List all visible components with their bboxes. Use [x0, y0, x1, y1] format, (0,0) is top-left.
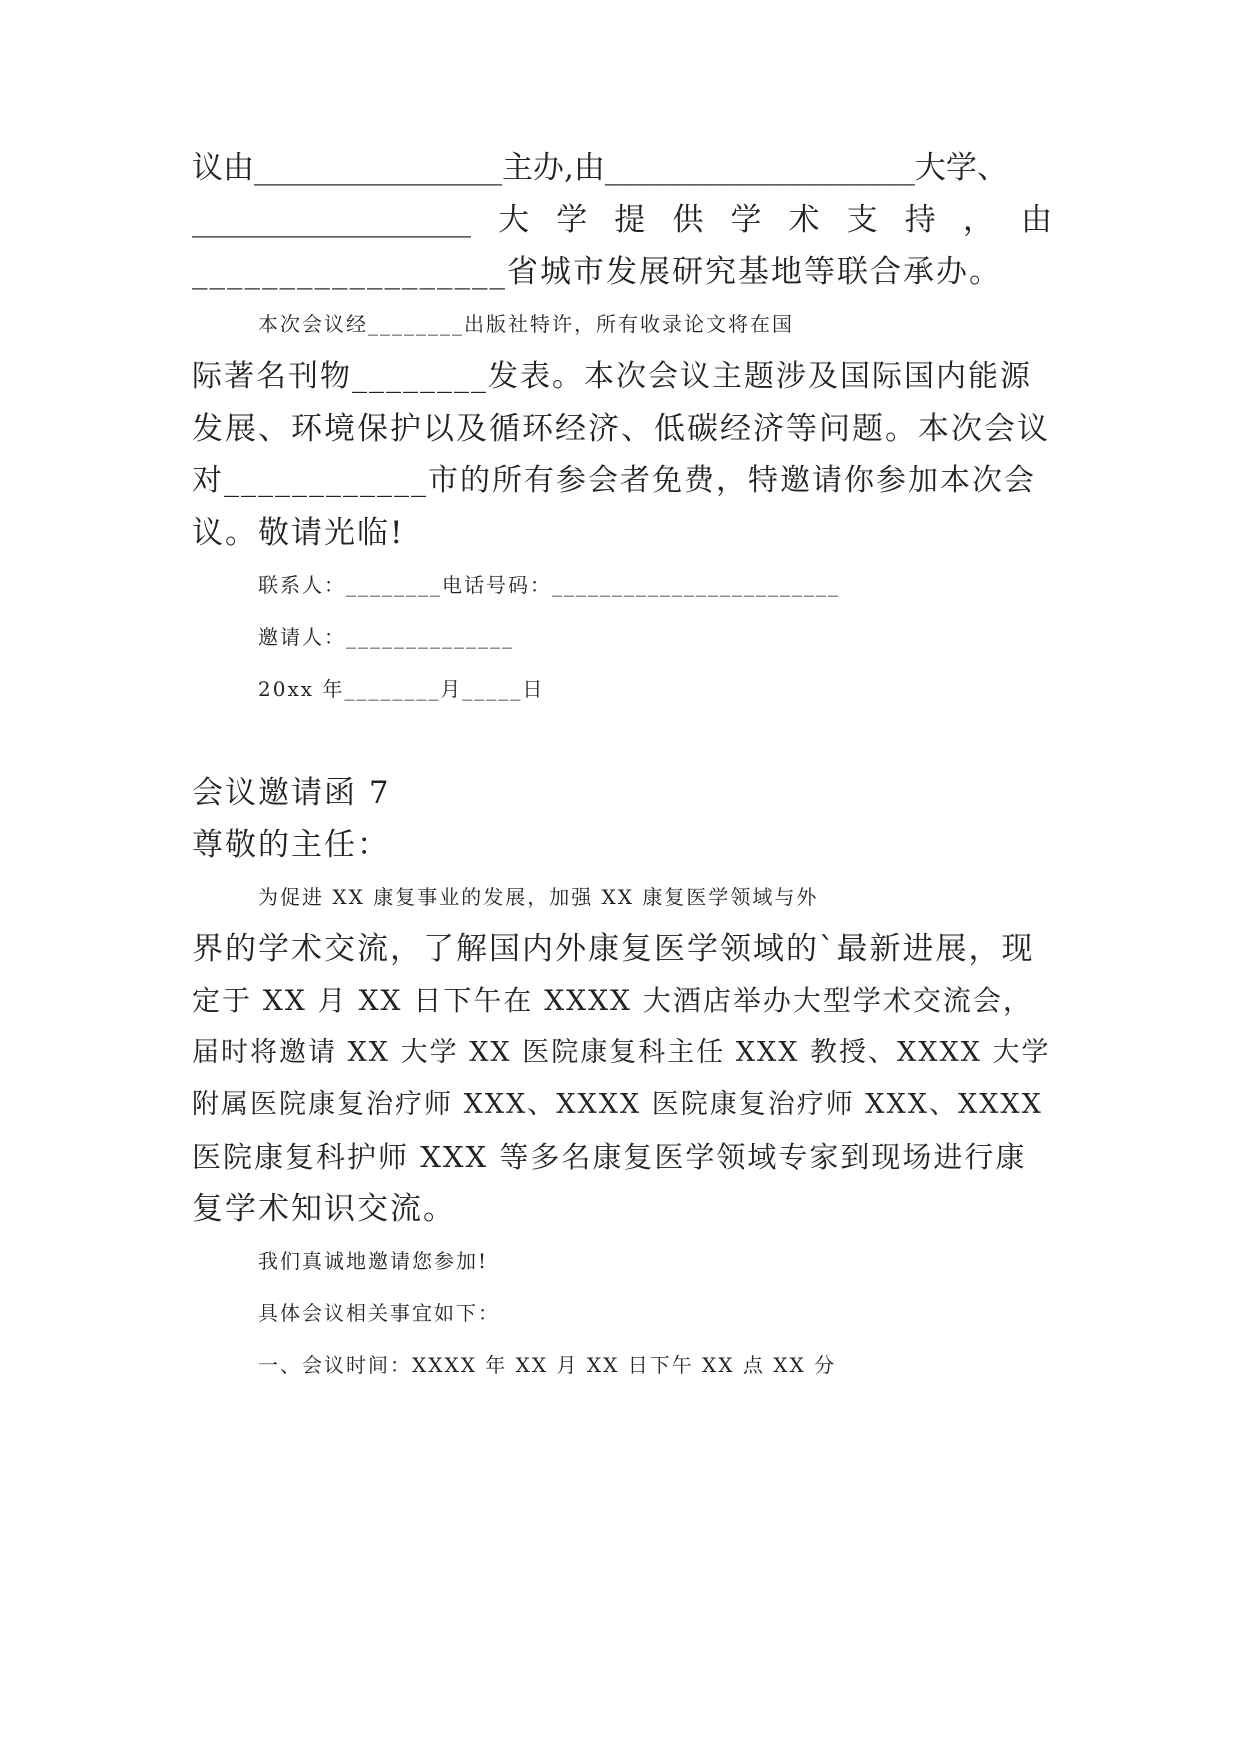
body-line: 为促进 XX 康复事业的发展，加强 XX 康复医学领域与外 [258, 885, 819, 909]
text-span: __________________ [192, 202, 471, 238]
body-line: 际著名刊物________发表。本次会议主题涉及国际国内能源 [192, 359, 1032, 394]
body-line [192, 148, 1052, 188]
section-title: 会议邀请函 7 [192, 775, 391, 811]
text-span: 供 [672, 202, 704, 238]
body-line: 附属医院康复治疗师 XXX、XXXX 医院康复治疗师 XXX、XXXX [192, 1089, 1043, 1120]
body-line: 本次会议经________出版社特许，所有收录论文将在国 [258, 312, 794, 336]
body-line: 复学术知识交流。 [192, 1191, 456, 1227]
text-span: 持 [904, 202, 936, 238]
body-line: 医院康复科护师 XXX 等多名康复医学领域专家到现场进行康 [192, 1140, 1027, 1174]
contact-line: 联系人：________电话号码：________________________ [258, 573, 840, 597]
body-line: __________________省城市发展研究基地等联合承办。 [192, 254, 1002, 290]
body-line: 定于 XX 月 XX 日下午在 XXXX 大酒店举办大型学术交流会， [192, 984, 1033, 1017]
body-line: 界的学术交流，了解国内外康复医学领域的`最新进展，现 [192, 931, 1035, 967]
body-line: 具体会议相关事宜如下： [258, 1301, 500, 1325]
date-line: 20xx 年________月_____日 [258, 677, 545, 701]
inviter-line: 邀请人：______________ [258, 625, 514, 649]
text-span: ， [962, 202, 994, 238]
body-line-justified [192, 200, 1052, 240]
body-line: 对____________市的所有参会者免费，特邀请你参加本次会 [192, 463, 1036, 498]
salutation: 尊敬的主任： [192, 827, 390, 863]
body-line: 议。敬请光临! [192, 515, 405, 551]
text-span: 支 [846, 202, 878, 238]
text-span: 提 [614, 202, 646, 238]
text-span: 术 [788, 202, 820, 238]
body-line: 届时将邀请 XX 大学 XX 医院康复科主任 XXX 教授、XXXX 大学 [192, 1037, 1051, 1068]
meeting-time-line: 一、会议时间：XXXX 年 XX 月 XX 日下午 XX 点 XX 分 [258, 1353, 837, 1377]
text-span: 学 [730, 202, 762, 238]
text-span: 大 [498, 202, 530, 238]
body-line: 我们真诚地邀请您参加! [258, 1249, 489, 1273]
body-line: 发展、环境保护以及循环经济、低碳经济等问题。本次会议 [192, 411, 1050, 447]
text-span: 由 [1020, 202, 1052, 238]
text-span: 议由________________主办,由____________________大学、 [192, 150, 1008, 186]
text-span: 学 [556, 202, 588, 238]
